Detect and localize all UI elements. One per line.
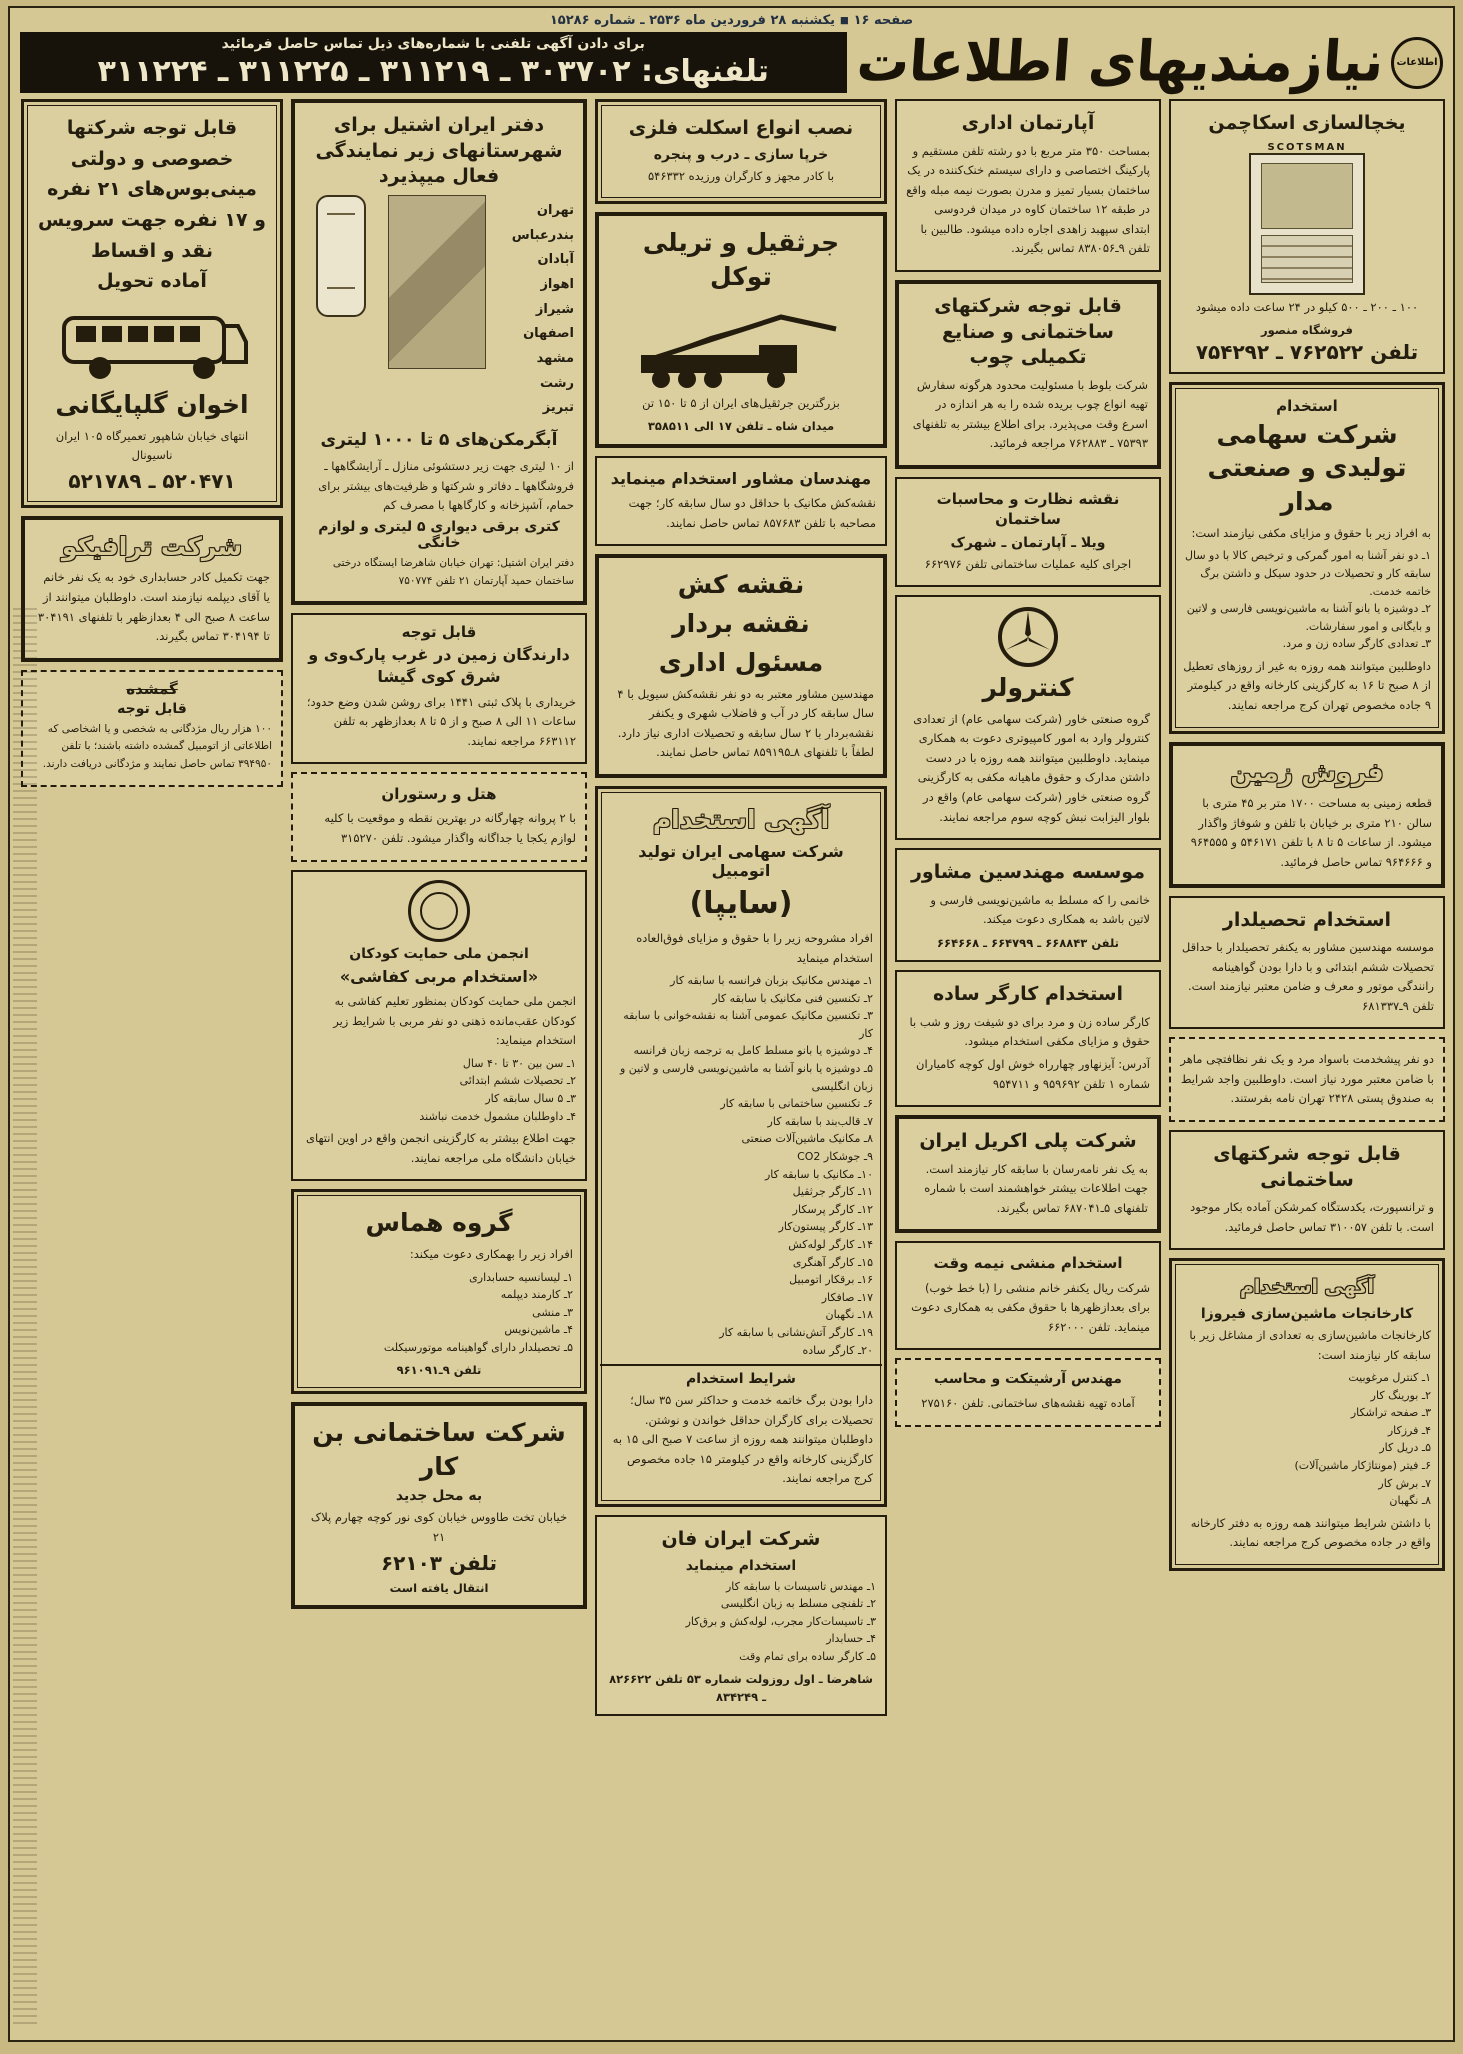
list-item: ۱ـ دو نفر آشنا به امور گمرکی و ترخیص کالا با دو سال سابقه کار و تحصیلات در حدود سیکل و داشتن برگ خاتمه خدمت. (1184, 549, 1431, 598)
ad-consulting-engineers (895, 848, 1161, 962)
ad-line3: مسئول اداری (658, 647, 824, 677)
list-item: ۱۵ـ کارگر آهنگری (792, 1255, 873, 1269)
ad-madar-company (1169, 382, 1445, 734)
ad-consulting-hiring (595, 456, 887, 547)
ad-wood-company (895, 280, 1161, 469)
list-item: ۵ـ تحصیلدار دارای گواهینامه موتورسیکلت (383, 1340, 573, 1354)
ad-terms-title: شرایط استخدام (686, 1371, 796, 1388)
ad-body: شرکت ریال یکنفر خانم منشی را (با خط خوب) برای بعدازظهرها با حقوق مکفی به همکاری دعوت مینماید. تلفن ۶۶۲۰۰۰ (911, 1280, 1150, 1334)
association-logo (408, 880, 470, 942)
crane-truck-image (608, 299, 874, 391)
mercedes-star-icon (906, 605, 1150, 669)
ad-reward-notice (21, 670, 283, 788)
ad-saipa-hiring (595, 786, 887, 1507)
ad-intro: به افراد زیر با حقوق و مزایای مکفی نیازمند است: (1191, 525, 1431, 540)
ad-kicker: قابل توجه شرکتها (66, 117, 238, 139)
ad-body: شرکت بلوط با مسئولیت محدود هرگونه سفارش تهیه انواع چوب بریده شده را به هر اندازه در اسرع وقت می‌پذیرد. برای اطلاع بیشتر به تلفنهای ۷۵۳۹۳ ـ ۷۶۲۸۸۳ مراجعه فرمائید. (912, 377, 1148, 451)
ad-firooza-machinery (1169, 1258, 1445, 1571)
list-item: ۱۳ـ کارگر پیستون‌کار (778, 1220, 873, 1234)
ad-body: خیابان تخت طاووس خیابان کوی نور کوچه چهارم پلاک ۲۱ (310, 1510, 568, 1544)
advert-photo (388, 195, 486, 369)
ad-minibus-sales (21, 99, 283, 508)
ad-body: اجرای کلیه عملیات ساختمانی تلفن ۶۶۲۹۷۶ (924, 556, 1132, 571)
ad-subtitle: کارخانجات ماشین‌سازی فیروزا (1200, 1306, 1414, 1322)
ad-title: هتل و رستوران (381, 785, 497, 804)
column-2 (895, 99, 1161, 1435)
ad-tavakol-crane (595, 212, 887, 447)
ad-title: نقشه نظارت و محاسبات ساختمان (936, 490, 1120, 529)
ad-title: قابل توجه شرکتهای ساختمانی (1213, 1142, 1401, 1191)
ad-items (302, 1055, 576, 1125)
masthead-wrap (854, 29, 1443, 95)
ad-title: مهندسان مشاور استخدام مینماید (610, 468, 872, 488)
masthead-title: نیازمندیهای اطلاعات (854, 29, 1386, 95)
list-item: ۱۶ـ برقکار اتومبیل (789, 1273, 873, 1287)
ad-body: آماده تهیه نقشه‌های ساختمانی. تلفن ۲۷۵۱۶۰ (921, 1396, 1135, 1411)
list-item: ۴ـ دوشیزه یا بانو مسلط کامل به ترجمه زبان فرانسه (633, 1044, 873, 1058)
phone-banner-note: برای دادن آگهی تلفنی با شماره‌های ذیل تماس حاصل فرمائید (221, 36, 645, 52)
ad-bonkar-company (291, 1402, 587, 1609)
ad-footer: تلفن ۹ـ۹۶۱۰۹۱ (396, 1362, 482, 1377)
list-item: ۶ـ تکنسین ساختمانی با سابقه کار (720, 1097, 873, 1111)
ad-footer: آدرس: آیزنهاور چهارراه خوش اول کوچه کامیاران شماره ۱ تلفن ۹۵۹۶۹۲ و ۹۵۴۷۱۱ (916, 1056, 1150, 1091)
list-item: ۱ـ مهندس مکانیک بزبان فرانسه با سابقه کار (670, 974, 873, 988)
ad-items (609, 972, 873, 1359)
ad-hotel-restaurant (291, 772, 587, 861)
column-4 (291, 99, 587, 1617)
ad-body: قطعه زمینی به مساحت ۱۷۰۰ متر بر ۴۵ متری با سالن ۲۱۰ متری بر خیابان با تلفن و شوفاژ واگذار میشود. از ساعات ۵ تا ۸ با تلفن ۵۴۶۱۷۱ و ۹۶۴۵۵۵ و ۹۶۴۶۶۶ تماس حاصل فرمائید. (1190, 796, 1432, 869)
ad-strike-label: گمشده (126, 679, 178, 698)
list-item: ۱۰ـ مکانیک با سابقه کار (765, 1167, 873, 1181)
ad-footer: انتقال یافته است (389, 1580, 489, 1595)
list-item: ۱ـ سن بین ۳۰ تا ۴۰ سال (462, 1056, 576, 1070)
ad-office-apartment (895, 99, 1161, 272)
list-item: رشت (539, 375, 574, 391)
list-item: ۱ـ مهندس تاسیسات با سابقه کار (726, 1579, 876, 1593)
ad-body: با ۲ پروانه چهارگانه در بهترین نقطه و موقعیت با کلیه لوازم یکجا یا جداگانه واگذار میشود. تلفن ۳۱۵۲۷۰ (324, 811, 576, 845)
ad-body: گروه صنعتی خاور (شرکت سهامی عام) از تعدادی کنترولر وارد به امور کامپیوتری دعوت به همکاری مینماید. داوطلبین میتوانند همه روزه با در دست داشتن مدارک و حقوق ماهیانه مکفی به کارگزینی گروه صنعتی خاور (شرکت سهامی عام) واقع در بلوار الیزابت نبش کوچه سوم مراجعه نمایند. (913, 711, 1150, 824)
ad-phones: تلفن ۷۶۲۵۲۲ ـ ۷۵۴۲۹۲ (1195, 339, 1419, 364)
ad-title: استخدام کارگر ساده (932, 983, 1124, 1006)
city-list (496, 199, 574, 421)
ad-title: گروه هماس (365, 1208, 513, 1238)
list-item: بندرعباس (511, 227, 574, 243)
list-item: اهواز (540, 276, 574, 292)
list-item: ۳ـ منشی (532, 1305, 573, 1319)
phone-banner (20, 32, 847, 93)
phone-banner-numbers: تلفنهای: ۳۰۳۷۰۲ ـ ۳۱۱۲۱۹ ـ ۳۱۱۲۲۵ ـ ۳۱۱۲۲۴ (97, 54, 769, 89)
list-item: ۵ـ دوشیزه یا بانو آشنا به ماشین‌نویسی فارسی و لاتین و زبان انگلیسی (619, 1062, 873, 1093)
ad-body: انجمن ملی حمایت کودکان بمنظور تعلیم کفاشی به کودکان عقب‌مانده ذهنی دو نفر مربی با شرایط زیر استخدام مینماید: (333, 994, 576, 1048)
ad-body: و ترانسپورت، یکدستگاه کمرشکن آماده بکار موجود است. با تلفن ۳۱۰۰۵۷ تماس حاصل فرمائید. (1190, 1200, 1434, 1234)
ad-body: بزرگترین جرثقیل‌های ایران از ۵ تا ۱۵۰ تن (642, 395, 840, 410)
minibus-image (35, 300, 269, 386)
ad-body: از ۱۰ لیتری جهت زیر دستشوئی منازل ـ آرایشگاهها ـ فروشگاهها ـ دفاتر و شرکتها و ظرفیت‌های بیشتر برای حمام، آشپزخانه و کارگاهها با مصرف کم (318, 459, 574, 513)
list-item: ۲ـ تحصیلات ششم ابتدائی (459, 1074, 576, 1088)
ad-footer: دفتر ایران اشتیل: تهران خیابان شاهرضا ایستگاه درختی ساختمان حمید آپارتمان ۲۱ تلفن ۷۵۰۷۷۴ (332, 556, 574, 587)
list-item: ۲ـ بورینگ کار (1370, 1388, 1431, 1402)
list-item: ۳ـ ۵ سال سابقه کار (485, 1091, 576, 1105)
list-item: ۱۲ـ کارگر پرسکار (792, 1202, 873, 1216)
list-item: ۳ـ تعدادی کارگر ساده زن و مرد. (1282, 637, 1431, 651)
ad-footer: داوطلبین میتوانند همه روزه به غیر از روزهای تعطیل از ۸ صبح تا ۱۶ به کارگزینی کارخانه واقع در کیلومتر ۹ جاده مخصوص تهران کرج مراجعه نمایند. (1183, 658, 1431, 713)
ad-title: قابل توجه شرکتهای ساختمانی و صنایع تکمیلی چوب (934, 294, 1122, 369)
ad-tahsildar (1169, 896, 1445, 1030)
ad-gisha-land (291, 613, 587, 764)
ad-terms: دارا بودن برگ خاتمه خدمت و حداکثر سن ۳۵ سال؛ تحصیلات برای کارگران حداقل خواندن و نوشتن. داوطلبان میتوانند همه روزه از ساعت ۷ صبح الی ۱۵ به کارگزینی کارخانه واقع در کیلومتر ۱۵ جاده مخصوص کرج مراجعه نمایند. (612, 1393, 873, 1486)
ad-draftsman-surveyor (595, 554, 887, 777)
ad-subtitle: استخدام مینماید (685, 1557, 797, 1574)
ad-line1: به محل جدید (395, 1488, 483, 1505)
ad-kicker: استخدام (1276, 396, 1338, 415)
list-item: مینی‌بوس‌های ۲۱ نفره (47, 178, 257, 201)
list-item: ۶ـ فیتر (مونتاژکار ماشین‌آلات) (1294, 1459, 1431, 1473)
ad-body: نقشه‌کش مکانیک با حداقل دو سال سابقه کار؛ جهت مصاحبه با تلفن ۸۵۷۶۸۳ تماس حاصل نمایند. (628, 496, 876, 530)
ad-items (1183, 1369, 1431, 1510)
list-item: ۷ـ برش کار (1378, 1476, 1431, 1490)
ad-shop-name: فروشگاه منصور (1261, 323, 1353, 338)
ad-title: دارندگان زمین در غرب پارک‌وی و شرق کوی گیشا (308, 645, 570, 686)
list-item: اصفهان (523, 326, 574, 342)
ad-title: دفتر ایران اشتیل برای شهرستانهای زیر نمایندگی فعال میپذیرد (315, 114, 563, 188)
ad-org: انجمن ملی حمایت کودکان (349, 945, 529, 962)
list-item: ۸ـ مکانیک ماشین‌آلات صنعتی (741, 1132, 873, 1146)
ad-intro: افراد مشروحه زیر را با حقوق و مزایای فوق‌العاده استخدام مینماید (636, 931, 873, 965)
list-item: آبادان (537, 252, 574, 268)
ad-items (1183, 547, 1431, 653)
list-item: ۲ـ تکنسین فنی مکانیک با سابقه کار (712, 991, 873, 1005)
list-item: ۴ـ فرزکار (1387, 1423, 1431, 1437)
brand-label: SCOTSMAN (1267, 141, 1347, 153)
ad-intro: افراد زیر را بهمکاری دعوت میکند: (409, 1247, 573, 1261)
ad-title: شرکت ایران فان (661, 1527, 821, 1550)
ad-body: به یک نفر نامه‌رسان با سابقه کار نیازمند است. جهت اطلاعات بیشتر خواهشمند است با شماره تلفنهای ۵ـ۶۸۷۰۴۱ تماس بگیرند. (924, 1161, 1148, 1215)
ad-footer: شاهرضا ـ اول روزولت شماره ۵۳ تلفن ۸۲۶۶۲۲ ـ ۸۳۴۲۴۹ (609, 1671, 873, 1704)
ad-title: «استخدام مربی کفاشی» (339, 966, 539, 986)
column-1 (1169, 99, 1445, 1579)
ad-title: استخدام منشی نیمه وقت (933, 1254, 1123, 1273)
ad-body: خریداری با پلاک ثبتی ۱۴۴۱ برای روشن شدن وضع حدود؛ ساعات ۱۱ الی ۸ صبح و از ۵ تا ۸ بعدازظهر به تلفن ۶۶۳۱۱۲ مراجعه نمایند. (306, 694, 576, 748)
page-header (20, 29, 1443, 95)
list-item: شیراز (535, 301, 574, 317)
ad-khavar-controller (895, 595, 1161, 840)
ad-trafico (21, 516, 283, 662)
ad-footer: میدان شاه ـ تلفن ۱۷ الی ۳۵۸۵۱۱ (647, 419, 835, 434)
ad-company: اخوان گلپایگانی (55, 389, 249, 419)
ad-address: انتهای خیابان شاهپور تعمیرگاه ۱۰۵ ایران ناسیونال (55, 428, 249, 463)
ad-kicker: آگهی استخدام (652, 804, 830, 834)
ice-machine-image (1249, 153, 1365, 295)
list-item: تهران (536, 202, 574, 218)
ad-scotsman-icemaker (1169, 99, 1445, 374)
ad-items (606, 1578, 876, 1666)
list-item: ۵ـ دریل کار (1379, 1441, 1431, 1455)
ad-title: شرکت پلی اکریل ایران (919, 1130, 1137, 1153)
ad-title: نصب انواع اسکلت فلزی (628, 117, 854, 139)
ad-subtitle: ویلا ـ آپارتمان ـ شهرک (950, 534, 1106, 551)
ad-product2: کتری برقی دیواری ۵ لیتری و لوازم خانگی (318, 518, 560, 551)
ad-title: استخدام تحصیلدار (1222, 908, 1392, 931)
list-item: مشهد (536, 351, 574, 367)
list-item: ۴ـ داوطلبان مشمول خدمت نباشند (419, 1109, 576, 1123)
list-item: ۱۱ـ کارگر جرثقیل (792, 1185, 873, 1199)
page-info-line: صفحه ۱۶ ◾ یکشنبه ۲۸ فروردین ماه ۲۵۳۶ ـ شماره ۱۵۲۸۶ (549, 13, 914, 28)
ad-servants-wanted (1169, 1037, 1445, 1122)
ad-construction-note (1169, 1130, 1445, 1250)
ad-brand: (سایپا) (689, 885, 793, 921)
ad-title: شرکت سهامی تولیدی و صنعتی مدار (1207, 419, 1407, 517)
ad-footer: جهت اطلاع بیشتر به کارگزینی انجمن واقع در اوین انتهای خیابان دانشگاه ملی مراجعه نمایند. (305, 1131, 576, 1165)
list-item: ۲۰ـ کارگر ساده (802, 1343, 873, 1357)
ad-phones: تلفن ۶۶۸۸۴۳ ـ ۶۶۴۷۹۹ ـ ۶۶۴۶۶۸ (937, 935, 1119, 950)
ad-parttime-secretary (895, 1241, 1161, 1350)
list-item: تبریز (542, 400, 574, 416)
list-item: ۳ـ تاسیسات‌کار مجرب، لوله‌کش و برق‌کار (685, 1614, 876, 1628)
ad-body: دو نفر پیشخدمت باسواد مرد و یک نفر نظافتچی ماهر با ضامن معتبر مورد نیاز است. داوطلبین واجد شرایط به صندوق پستی ۲۴۲۸ تهران نامه بفرستند. (1180, 1052, 1434, 1106)
list-item: ۷ـ قالب‌بند با سابقه کار (767, 1114, 873, 1128)
list-item: ۱۹ـ کارگر آتش‌نشانی با سابقه کار (719, 1325, 873, 1339)
ad-intro: کارخانجات ماشین‌سازی به تعدادی از مشاغل زیر با سابقه کار نیازمند است: (1189, 1328, 1431, 1362)
ad-body: موسسه مهندسین مشاور به یکنفر تحصیلدار با حداقل تحصیلات ششم ابتدائی و با دارا بودن گواهینامه رانندگی موتور و معرف و ضامن معتبر نیازمند است. تلفن ۹ـ۶۸۱۳۳۷ (1181, 940, 1434, 1013)
ad-body: کارگر ساده زن و مرد برای دو شیفت روز و شب با حقوق و مزایای مکفی استخدام میشود. (909, 1014, 1150, 1049)
ad-lines (35, 147, 269, 295)
list-item: ۸ـ نگهبان (1389, 1494, 1431, 1508)
list-item: ۲ـ کارمند دیپلمه (500, 1288, 573, 1302)
ad-metal-skeleton (595, 99, 887, 204)
ad-line1: نقشه کش (677, 570, 805, 600)
ad-footer: با داشتن شرایط میتوانند همه روزه به دفتر کارخانه واقع در جاده مخصوص کرج مراجعه نمایند. (1190, 1515, 1431, 1550)
list-item: ۱ـ کنترل مرغوبیت (1348, 1371, 1431, 1385)
ad-body: خانمی را که مسلط به ماشین‌نویسی فارسی و لاتین باشد به همکاری دعوت میکند. (930, 892, 1150, 927)
ad-title: کنترولر (982, 673, 1074, 703)
list-item: ۲ـ تلفنچی مسلط به زبان انگلیسی (720, 1597, 876, 1611)
newspaper-logo: اطلاعات (1391, 37, 1443, 89)
ad-phones: ۵۲۰۴۷۱ ـ ۵۲۱۷۸۹ (68, 468, 236, 493)
list-item: ۱۴ـ کارگر لوله‌کش (788, 1238, 873, 1251)
column-3 (595, 99, 887, 1724)
ad-title: آپارتمان اداری (961, 112, 1095, 134)
column-5 (21, 99, 283, 795)
ad-iranfan (595, 1515, 887, 1716)
ad-hamas-group (291, 1189, 587, 1394)
ad-kicker: قابل توجه (401, 623, 477, 642)
ad-phone: تلفن ۶۲۱۰۳ (380, 1550, 498, 1575)
ad-polyacryl (895, 1115, 1161, 1233)
list-item: ۱ـ لیسانسیه حسابداری (469, 1270, 573, 1284)
ad-company: شرکت سهامی ایران تولید اتومبیل (638, 841, 844, 880)
ad-building-supervision (895, 477, 1161, 587)
ad-line2: با کادر مجهز و کارگران ورزیده ۵۴۶۳۳۲ (647, 168, 835, 183)
classifieds-grid (18, 99, 1445, 1724)
ad-line1: خرپا سازی ـ درب و پنجره (653, 146, 829, 163)
list-item: و ۱۷ نفره جهت سرویس (38, 208, 266, 231)
ad-title: مهندس آرشیتکت و محاسب (934, 1371, 1122, 1388)
ad-simple-worker (895, 970, 1161, 1107)
ad-children-association (291, 870, 587, 1182)
ad-capacity: ۱۰۰ ـ ۲۰۰ ـ ۵۰۰ کیلو در ۲۴ ساعت داده میشود (1195, 299, 1419, 314)
newspaper-page (8, 6, 1455, 2042)
list-item: ۳ـ صفحه تراشکار (1350, 1406, 1431, 1420)
ad-body: مهندسین مشاور معتبر به دو نفر نقشه‌کش سیویل با ۴ سال سابقه کار در آب و فاضلاب شهری و یکنفر نقشه‌بردار با ۲ سال سابقه و تحصیلات اداری نیاز دارد. لطفاً با تلفنهای ۸ـ۸۵۹۱۹۵ تماس حاصل نمایند. (617, 686, 874, 760)
ad-kicker: قابل توجه (117, 700, 187, 717)
ad-title: جرثقیل و تریلی توکل (642, 228, 840, 291)
list-item: ۴ـ حسابدار (826, 1632, 876, 1646)
ad-title: شرکت ترافیکو (61, 531, 243, 561)
list-item: ۴ـ ماشین‌نویس (504, 1323, 573, 1337)
ad-architect (895, 1358, 1161, 1426)
ad-title: یخچالسازی اسکاچمن (1208, 112, 1406, 134)
ad-product: آبگرمکن‌های ۵ تا ۱۰۰۰ لیتری (320, 430, 558, 451)
ad-title: شرکت ساختمانی بن کار (312, 1417, 566, 1481)
list-item: آماده تحویل (97, 270, 207, 293)
list-item: ۱۷ـ صافکار (821, 1290, 873, 1304)
ad-line2: نقشه بردار (672, 609, 810, 639)
ad-iran-steel (291, 99, 587, 605)
list-item: ۲ـ دوشیزه یا بانو آشنا به ماشین‌نویسی فارسی و لاتین و بایگانی و امور سفارشات. (1186, 602, 1431, 633)
divider (600, 1364, 882, 1366)
list-item: نقد و اقساط (91, 239, 213, 262)
ad-body: جهت تکمیل کادر حسابداری خود به یک نفر خانم یا آقای دیپلمه نیازمند است. داوطلبان میتوانند از ساعت ۸ صبح الی ۴ بعدازظهر با تلفنهای ۳۰۴۱۹۱ تا ۳۰۴۱۹۴ تماس بگیرند. (37, 570, 270, 644)
list-item: خصوصی و دولتی (70, 147, 234, 170)
ad-body: بمساحت ۳۵۰ متر مربع با دو رشته تلفن مستقیم و پارکینگ اختصاصی و دارای سیستم خنک‌کننده در یک ساختمان بسیار تمیز و مدرن بصورت نیمه مبله واقع در طبقه ۱۲ ساختمان کاوه در میدان فردوسی ابتدای سپهبد زاهدی اجاره داده میشود. طالبین با تلفن ۹ـ۸۳۸۰۵۶ تماس بگیرند. (906, 143, 1150, 256)
list-item: ۳ـ تکنسین مکانیک عمومی آشنا به نقشه‌خوانی با سابقه کار (623, 1009, 873, 1040)
ad-land-sale (1169, 742, 1445, 888)
ad-title: آگهی استخدام (1239, 1276, 1374, 1299)
list-item: ۹ـ جوشکار CO2 (797, 1150, 873, 1164)
ad-title: فروش زمین (1230, 757, 1384, 787)
list-item: ۵ـ کارگر ساده برای تمام وقت (739, 1649, 876, 1663)
water-heater-image (316, 195, 366, 317)
ad-title: موسسه مهندسین مشاور (910, 861, 1145, 884)
cropped-adjacent-column (13, 608, 37, 2026)
ad-body: ۱۰۰ هزار ریال مژدگانی به شخصی و یا اشخاصی که اطلاعاتی از اتومبیل گمشده داشته باشند؛ با تلفن ۳۹۴۹۵۰ تماس حاصل نمایند و مژدگانی دریافت دارند. (42, 722, 272, 771)
list-item: ۱۸ـ نگهبان (825, 1308, 873, 1322)
ad-items (305, 1269, 573, 1357)
